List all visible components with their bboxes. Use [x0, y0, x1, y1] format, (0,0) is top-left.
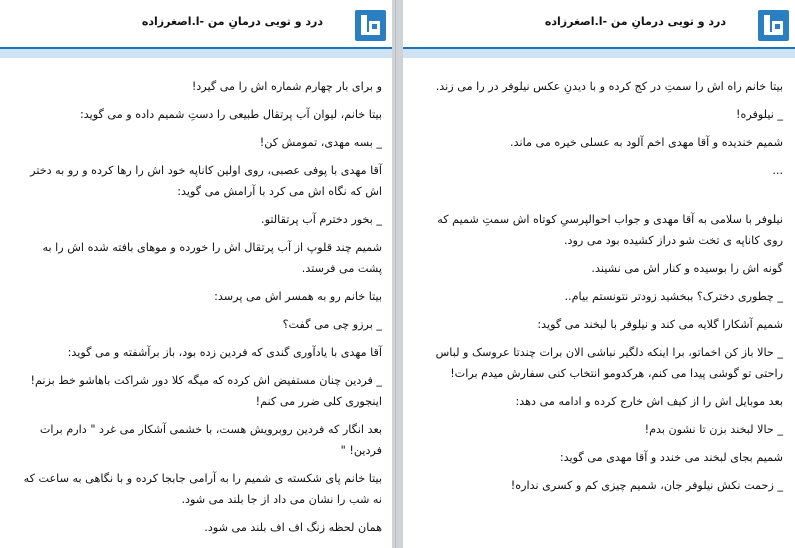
page-header: [0, 0, 392, 48]
left-page: [0, 0, 392, 548]
paragraph: بعد موبایل اش را از کیف اش خارج کرده و ادامه می دهد:: [515, 395, 783, 408]
paragraph: بیتا خانم پای شکسته ی شمیم را به آرامی جابجا کرده و با نگاهی به ساعت که نه شب را نشان می داد از جا بلند می شود.: [23, 472, 382, 506]
publisher-logo-icon: [758, 10, 789, 41]
paragraph: آقا مهدی با پوفی عصبی، روی اولین کاناپه خود اش را رها کرده و رو به دختر اش که نگاه اش می کرد با آرامش می گوید:: [30, 164, 382, 198]
header-band: [0, 49, 392, 58]
book-title: درد و تویی درمانِ من -ا.اصغرزاده: [141, 15, 323, 28]
paragraph: نیلوفر با سلامی به آقا مهدی و جواب احوالپرسیِ کوتاه اش سمتِ شمیم که روی کاناپه ی تخت شو دراز کشیده بود می رود.: [437, 213, 783, 247]
publisher-logo-icon: [355, 10, 386, 41]
paragraph: بیتا خانم راه اش را سمتِ در کج کرده و با دیدنِ عکس نیلوفر در را می زند.: [435, 80, 783, 93]
paragraph: آقا مهدی با یادآوری گندی که فردین زده بود، باز برآشفته و می گوید:: [67, 346, 382, 359]
paragraph: _ زحمت نکش نیلوفر جان، شمیم چیزی کم و کسری نداره!: [510, 479, 783, 492]
page-header: [403, 0, 795, 48]
paragraph: بیتا خانم، لیوان آب پرتقال طبیعی را دستِ شمیم داده و می گوید:: [80, 108, 382, 121]
paragraph: [421, 188, 783, 202]
paragraph: بیتا خانم رو به همسر اش می پرسد:: [214, 290, 382, 303]
page-gutter: [392, 0, 403, 548]
paragraph: _ چطوری دخترک؟ ببخشید زودتر نتونستم بیام..: [564, 290, 783, 303]
book-title: درد و تویی درمانِ من -ا.اصغرزاده: [544, 15, 726, 28]
paragraph: گونه اش را بوسیده و کنار اش می نشیند.: [591, 262, 783, 275]
paragraph: شمیم خندیده و آقا مهدی اخم آلود به عسلی خیره می ماند.: [510, 136, 783, 149]
paragraph: شمیم چند قلوپ از آب پرتقال اش را خورده و موهای بافته شده اش را به پشت می فرستد.: [42, 241, 382, 275]
paragraph: شمیم بجای لبخند می خندد و آقا مهدی می گوید:: [559, 451, 783, 464]
paragraph: _ حالا لبخند بزن تا نشون بدم!: [644, 423, 783, 436]
paragraph: _ فردین چنان مستفیض اش کرده که میگه کلا دور شراکت باهاشو خط بزنم! اینجوری کلی ضرر می کنم!: [30, 374, 382, 408]
page-body: [421, 76, 783, 503]
paragraph: ...: [772, 164, 783, 177]
paragraph: _ بخور دخترم آب پرتقالتو.: [261, 213, 382, 226]
paragraph: _ بسه مهدی، تمومش کن!: [259, 136, 382, 149]
paragraph: _ برزو چی می گفت؟: [282, 318, 382, 331]
paragraph: همان لحظه زنگ اف اف بلند می شود.: [204, 521, 382, 534]
right-page: [403, 0, 795, 548]
paragraph: بعد انگار که فردین روبرویش هست، با خشمی آشکار می غرد " دارم برات فردین! ": [39, 423, 382, 457]
page-body: [16, 76, 382, 545]
paragraph: _ نیلوفره!: [736, 108, 783, 121]
paragraph: و برای بار چهارم شماره اش را می گیرد!: [191, 80, 382, 93]
paragraph: شمیم آشکارا گلایه می کند و نیلوفر با لبخند می گوید:: [537, 318, 783, 331]
paragraph: _ حالا باز کن اخماتو، برا اینکه دلگیر نباشی الان برات چندتا عروسک و لباس راحتی تو گوشی پیدا می کنم، هرکدومو انتخاب کنی سفارش میدم برات!: [435, 346, 783, 380]
header-band: [403, 49, 795, 58]
